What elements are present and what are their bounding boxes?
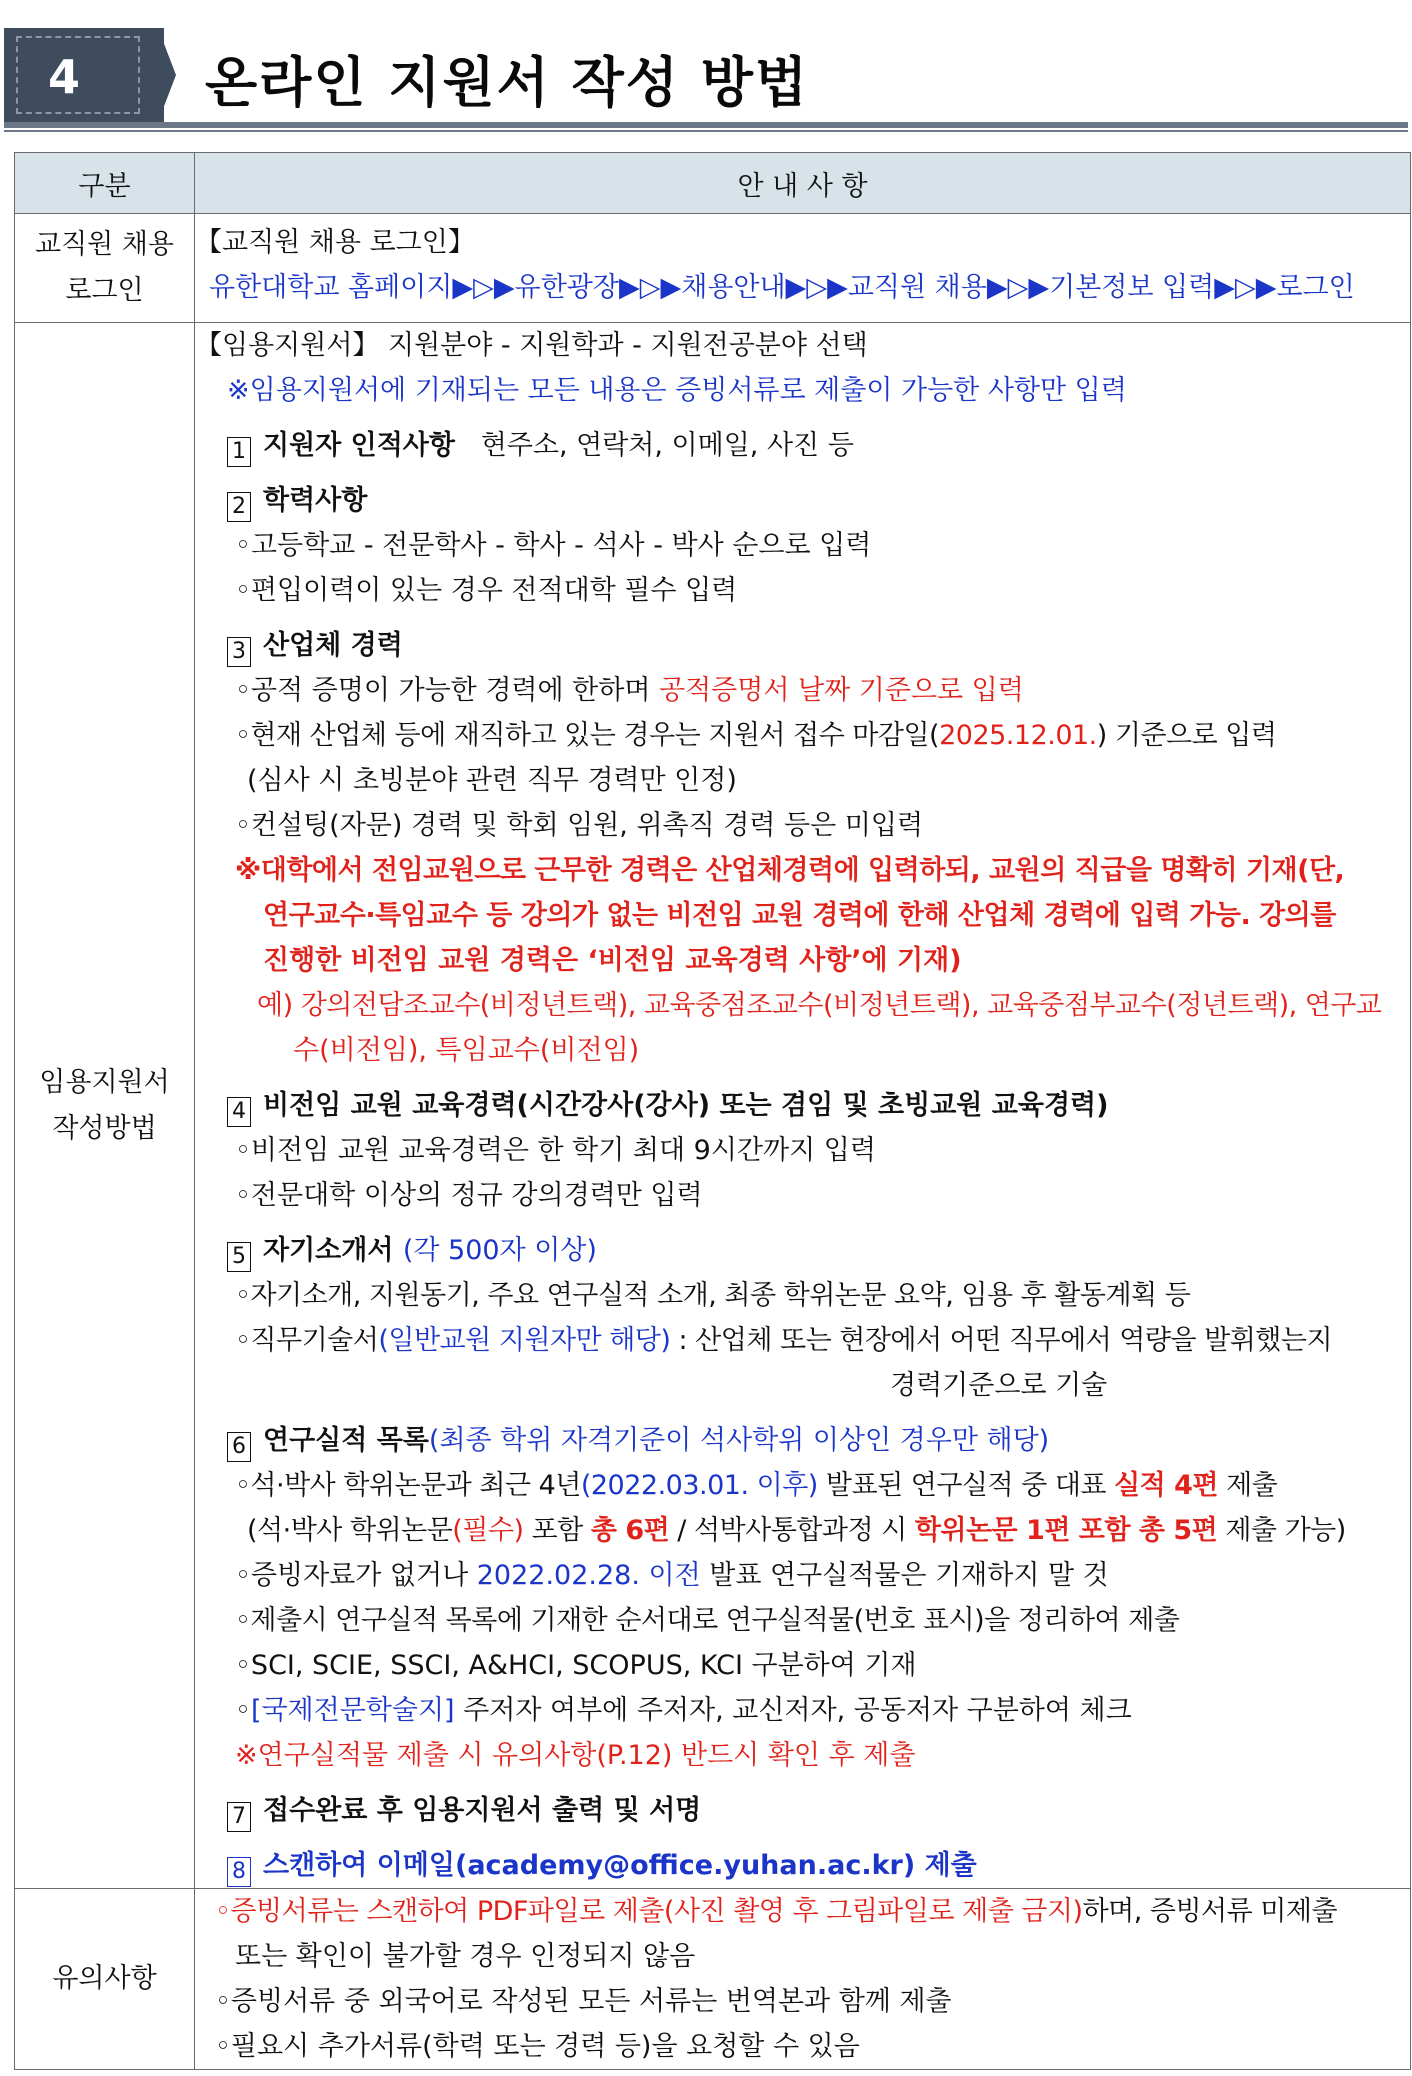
chevron-right-icon [148,28,176,122]
section-title: 온라인 지원서 작성 방법 [205,51,810,114]
warning-faculty-career: ※대학에서 전임교원으로 근무한 경력은 산업체경력에 입력하되, 교원의 직급을 명확히 기재(단, [235,855,1345,886]
row-application [15,323,1411,1889]
row-login [15,214,1411,323]
login-path: 유한대학교 홈페이지▶▷▶유한광장▶▷▶채용안내▶▷▶교직원 채용▶▷▶기본정보 입력▶▷▶로그인 [209,272,1355,303]
application-content: 【임용지원서】 지원분야 - 지원학과 - 지원전공분야 선택 ※임용지원서에 기재되는 모든 내용은 증빙서류로 제출이 가능한 사항만 입력 1 지원자 인적사항 현주소, 연락처, 이메일, 사진 등 2 학력사항 ◦고등학교 - 전문학사 - 학사 - 석사 - 박사 순으로 입력 ◦편입이력이 있는 경우 전적대학 필수 입력 3 산업체 경력 ◦공적 증명이 가능한 경력에 한하며 공적증명서 날짜 기준으로 입력 ◦현재 산업체 등에 재직하고 있는 경우는 지원서 접수 마감일(2025.12.01.) 기준으로 입력 (심사 시 초빙분야 관련 직무 경력만 인정) ◦컨설팅(자문) 경력 및 학회 임원, 위촉직 경력 등은 미입력 ※대학에서 전임교원으로 근무한 경력은 산업체경력에 입력하되, 교원의 직급을 명확히 기재(단, 연구교수·특임교수 등 강의가 없는 비전임 교원 경력에 한해 산업체 경력에 입력 가능. 강의를 진행한 비전임 교원 경력은 ‘비전임 교육경력 사항’에 기재) 예) 강의전담조교수(비정년트랙), 교육중점조교수(비정년트랙), 교육중점부교수(정년트랙), 연구교 수(비전임), 특임교수(비전임) 4 비전임 교원 교육경력(시간강사(강사) 또는 겸임 및 초빙교원 교육경력) ◦비전임 교원 교육경력은 한 학기 최대 9시간까지 입력 ◦전문대학 이상의 정규 강의경력만 입력 5 자기소개서 (각 500자 이상) ◦자기소개, 지원동기, 주요 연구실적 소개, 최종 학위논문 요약, 임용 후 활동계획 등 ◦직무기술서(일반교원 지원자만 해당) : 산업체 또는 현장에서 어떤 직무에서 역량을 발휘했는지 경력기준으로 기술 6 연구실적 목록(최종 학위 자격기준이 석사학위 이상인 경우만 해당) ◦석·박사 학위논문과 최근 4년(2022.03.01. 이후) 발표된 연구실적 중 대표 실적 4편 제출 (석·박사 학위논문(필수) 포함 총 6편 / 석박사통합과정 시 학위논문 1편 포함 총 5편 제출 가능) ◦증빙자료가 없거나 2022.02.28. 이전 발표 연구실적물은 기재하지 말 것 ◦제출시 연구실적 목록에 기재한 순서대로 연구실적물(번호 표시)을 정리하여 제출 ◦SCI, SCIE, SSCI, A&HCI, SCOPUS, KCI 구분하여 기재 ◦[국제전문학술지] 주저자 여부에 주저자, 교신저자, 공동저자 구분하여 체크 ※연구실적물 제출 시 유의사항(P.12) 반드시 확인 후 제출 7 접수완료 후 임용지원서 출력 및 서명 8 스캔하여 이메일(academy@office.yuhan.ac.kr) 제출 [195,323,1411,1889]
notes-content: ◦증빙서류는 스캔하여 PDF파일로 제출(사진 촬영 후 그림파일로 제출 금지)하며, 증빙서류 미제출 또는 확인이 불가할 경우 인정되지 않음 ◦증빙서류 중 외국어로 작성된 모든 서류는 번역본과 함께 제출 ◦필요시 추가서류(학력 또는 경력 등)을 요청할 수 있음 [195,1889,1411,2070]
section-4: 4 비전임 교원 교육경력(시간강사(강사) 또는 겸임 및 초빙교원 교육경력) [195,1083,1410,1128]
category-login: 교직원 채용 로그인 [15,214,195,323]
col-header-category: 구분 [15,153,195,214]
section-number: 4 [47,50,80,104]
section-5: 5 자기소개서 (각 500자 이상) [195,1228,1410,1273]
guide-table [14,152,1411,2070]
section-header [0,0,1412,132]
row-notes [15,1889,1411,2070]
header-divider [4,122,1408,128]
col-header-guide: 안 내 사 항 [195,153,1411,214]
section-8: 8 스캔하여 이메일(academy@office.yuhan.ac.kr) 제출 [195,1843,1410,1888]
section-2: 2 학력사항 [195,478,1410,523]
warning-research-submission: ※연구실적물 제출 시 유의사항(P.12) 반드시 확인 후 제출 [235,1740,916,1771]
category-application: 임용지원서 작성방법 [15,323,195,1889]
section-1: 1 지원자 인적사항 현주소, 연락처, 이메일, 사진 등 [195,423,1410,468]
category-notes: 유의사항 [15,1889,195,2070]
section-number-badge [4,28,164,122]
section-7: 7 접수완료 후 임용지원서 출력 및 서명 [195,1788,1410,1833]
login-content [195,214,1411,323]
table-header-row [15,153,1411,214]
login-title: 【교직원 채용 로그인】 [195,227,475,258]
application-title: 【임용지원서】 지원분야 - 지원학과 - 지원전공분야 선택 [195,330,868,361]
section-3: 3 산업체 경력 [195,623,1410,668]
example-positions: 예) 강의전담조교수(비정년트랙), 교육중점조교수(비정년트랙), 교육중점부교수(정년트랙), 연구교 [257,990,1382,1021]
application-note: ※임용지원서에 기재되는 모든 내용은 증빙서류로 제출이 가능한 사항만 입력 [227,375,1127,406]
section-6: 6 연구실적 목록(최종 학위 자격기준이 석사학위 이상인 경우만 해당) [195,1418,1410,1463]
header-divider-thin [4,130,1408,132]
